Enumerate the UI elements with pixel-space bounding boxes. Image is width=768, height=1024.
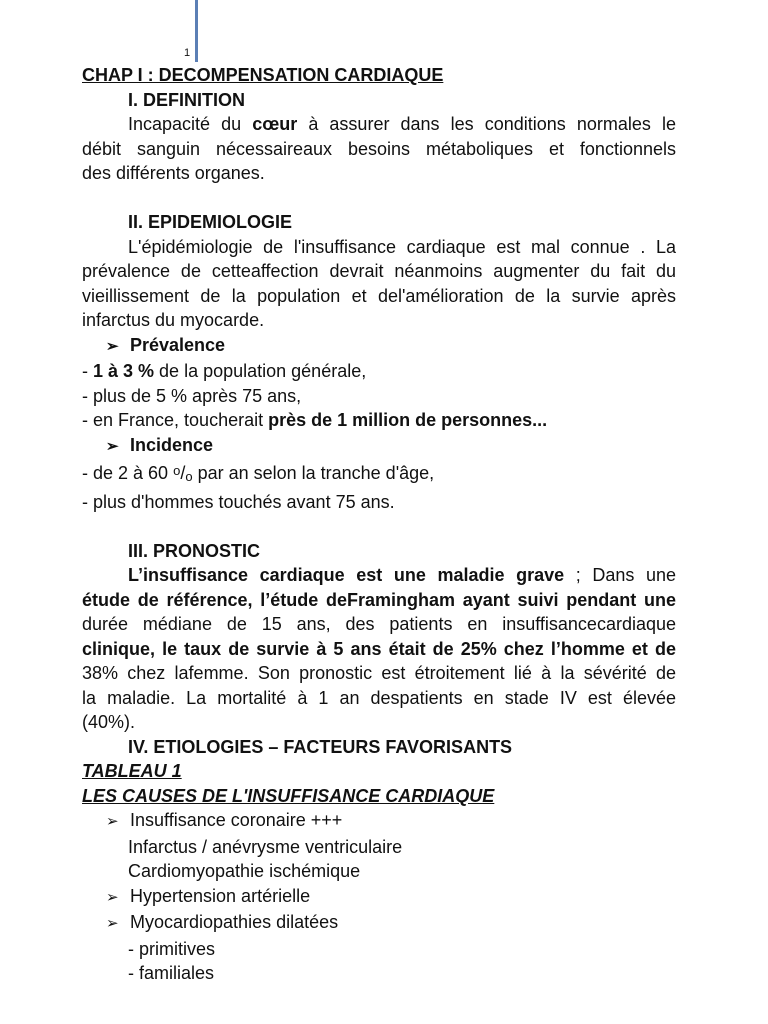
arrow-bullet-icon: ➢	[106, 888, 119, 906]
paragraph-line: étude de référence, l’étude deFramingham ayant suivi pendant une	[82, 589, 676, 610]
paragraph-line: L’insuffisance cardiaque est une maladie grave ; Dans une	[128, 565, 677, 585]
list-item: - plus d'hommes touchés avant 75 ans.	[82, 491, 395, 512]
list-item: - plus de 5 % après 75 ans,	[82, 385, 302, 406]
header-vertical-rule	[195, 0, 198, 62]
section-heading-epidemiologie: II. EPIDEMIOLOGIE	[128, 212, 293, 232]
paragraph-line: clinique, le taux de survie à 5 ans était de 25% chez l’homme et de	[82, 638, 676, 659]
section-heading-pronostic: III. PRONOSTIC	[128, 540, 261, 561]
list-item: - de 2 à 60 $^o$/o par an selon la tranche d'âge,	[82, 463, 435, 484]
arrow-bullet-icon: ➢	[106, 915, 119, 932]
arrow-bullet-icon: ➢	[106, 337, 119, 355]
section-heading-etiologies: IV. ETIOLOGIES – FACTEURS FAVORISANTS	[128, 736, 513, 757]
subheading-prevalence: ➢ Prévalence	[82, 333, 676, 360]
list-item: - en France, toucherait près de 1 million de personnes...	[82, 410, 548, 430]
list-item: Cardiomyopathie ischémique	[128, 861, 361, 881]
paragraph-line: des différents organes.	[82, 163, 265, 183]
list-item: - familiales	[128, 963, 215, 983]
list-item: ➢ Hypertension artérielle	[82, 884, 676, 911]
list-item: - primitives	[128, 938, 216, 959]
subheading-incidence: ➢ Incidence	[82, 433, 676, 460]
paragraph-line: 38% chez lafemme. Son pronostic est étroitement lié à la sévérité de	[82, 663, 676, 683]
paragraph-line: L'épidémiologie de l'insuffisance cardiaque est mal connue . La	[128, 236, 676, 257]
page-number: 1	[184, 47, 191, 59]
paragraph-line: vieillissement de la population et del'amélioration de la survie après	[82, 285, 676, 306]
document-page	[82, 63, 676, 986]
section-heading-definition: I. DEFINITION	[128, 89, 245, 110]
paragraph-line: (40%).	[82, 712, 136, 732]
paragraph-line: infarctus du myocarde.	[82, 310, 265, 330]
list-item: - 1 à 3 % de la population générale,	[82, 361, 367, 381]
paragraph-line: Incapacité du cœur à assurer dans les conditions normales le	[128, 114, 676, 134]
paragraph-line: durée médiane de 15 ans, des patients en insuffisancecardiaque	[82, 614, 676, 634]
list-item: ➢ Insuffisance coronaire +++	[82, 808, 676, 835]
table-subtitle: LES CAUSES DE L'INSUFFISANCE CARDIAQUE	[82, 785, 495, 806]
arrow-bullet-icon: ➢	[106, 437, 119, 455]
table-title: TABLEAU 1	[82, 761, 182, 781]
paragraph-line: débit sanguin nécessaireaux besoins métaboliques et fonctionnels	[82, 138, 676, 159]
list-item: Infarctus / anévrysme ventriculaire	[128, 836, 403, 857]
chapter-title: CHAP I : DECOMPENSATION CARDIAQUE	[82, 65, 444, 85]
arrow-bullet-icon: ➢	[106, 813, 119, 830]
paragraph-line: prévalence de cetteaffection devrait néanmoins augmenter du fait du	[82, 261, 676, 281]
paragraph-line: la maladie. La mortalité à 1 an despatients en stade IV est élevée	[82, 687, 676, 708]
list-item: ➢ Myocardiopathies dilatées	[82, 910, 676, 937]
